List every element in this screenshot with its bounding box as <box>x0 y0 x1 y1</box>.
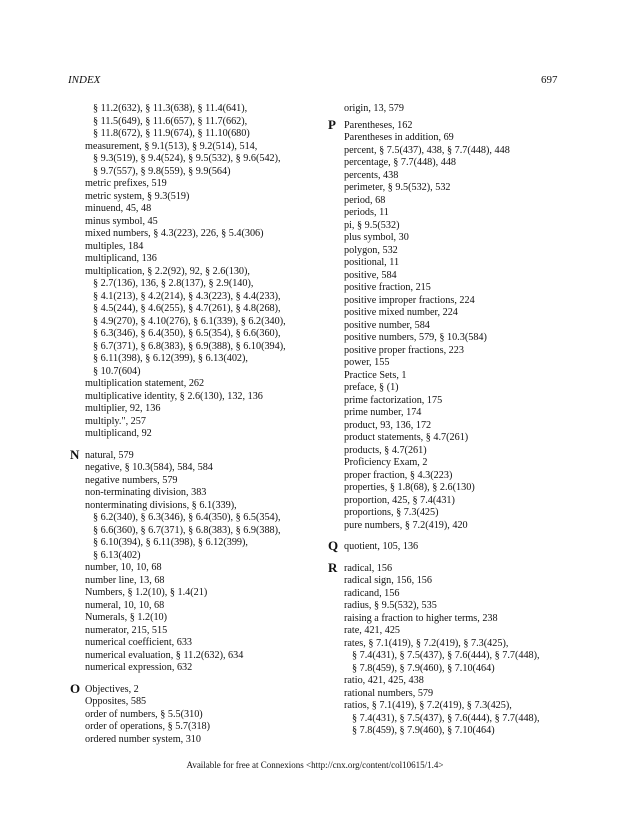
index-entry: power, 155 <box>344 357 390 368</box>
section-letter: P <box>328 116 336 132</box>
index-entry: ordered number system, 310 <box>85 733 201 745</box>
index-entry: minus symbol, 45 <box>85 215 158 227</box>
index-entry: non-terminating division, 383 <box>85 487 207 498</box>
continuation-block <box>72 103 312 141</box>
index-entry: pure numbers, § 7.2(419), 420 <box>344 519 468 531</box>
index-entry: origin, 13, 579 <box>344 103 404 114</box>
index-entry: metric prefixes, 519 <box>85 178 167 189</box>
index-entry: positional, 11 <box>344 257 400 268</box>
index-entry: numerical coefficient, 633 <box>85 637 193 648</box>
index-entry: nonterminating divisions, § 6.1(339), <box>85 499 237 511</box>
index-entry: order of numbers, § 5.5(310) <box>85 708 203 720</box>
index-entry: prime number, 174 <box>344 407 422 418</box>
index-entry: period, 68 <box>344 194 386 206</box>
index-entry: proportion, 425, § 7.4(431) <box>344 494 455 506</box>
index-entry: numeral, 10, 10, 68 <box>85 599 165 611</box>
index-entry: proportions, § 7.3(425) <box>344 507 439 518</box>
index-entry-sub: § 6.13(402) <box>93 549 141 561</box>
index-entry: positive number, 584 <box>344 319 430 331</box>
index-entry: Practice Sets, 1 <box>344 369 407 381</box>
index-entry: numerical evaluation, § 11.2(632), 634 <box>85 649 244 661</box>
index-section-p <box>318 116 568 533</box>
page-number: 697 <box>541 74 558 86</box>
index-entry: properties, § 1.8(68), § 2.6(130) <box>344 482 475 493</box>
index-entry: percent, § 7.5(437), 438, § 7.7(448), 448 <box>344 144 510 156</box>
index-entry: radius, § 9.5(532), 535 <box>344 600 437 611</box>
index-column-right <box>318 103 568 738</box>
index-entry: Proficiency Exam, 2 <box>344 457 428 468</box>
index-entry: measurement, § 9.1(513), § 9.2(514), 514, <box>85 140 258 152</box>
index-entry-sub: § 2.7(136), 136, § 2.8(137), § 2.9(140), <box>93 278 254 289</box>
index-entry: products, § 4.7(261) <box>344 444 427 456</box>
index-entry: preface, § (1) <box>344 382 399 393</box>
index-entry-sub: § 4.9(270), § 4.10(276), § 6.1(339), § 6.2(340), <box>93 315 286 327</box>
index-entry-sub: § 7.4(431), § 7.5(437), § 7.6(444), § 7.7(448), <box>352 712 540 724</box>
index-entry: percentage, § 7.7(448), 448 <box>344 157 457 168</box>
index-entry-sub: § 6.2(340), § 6.3(346), § 6.4(350), § 6.5(354), <box>93 512 281 523</box>
index-entry: quotient, 105, 136 <box>344 541 419 552</box>
index-entry-sub: § 6.7(371), § 6.8(383), § 6.9(388), § 6.10(394), <box>93 340 286 352</box>
index-section-q <box>318 538 568 554</box>
index-entry: Opposites, 585 <box>85 696 147 707</box>
section-letter: O <box>70 680 81 696</box>
index-entry: natural, 579 <box>85 449 134 461</box>
index-entry: radical, 156 <box>344 562 393 574</box>
index-entry: prime factorization, 175 <box>344 394 443 406</box>
index-entry-sub: § 10.7(604) <box>93 365 141 377</box>
index-entry: plus symbol, 30 <box>344 232 409 243</box>
index-entry: multiply.", 257 <box>85 415 146 427</box>
index-entry: Numerals, § 1.2(10) <box>85 612 168 623</box>
index-entry: rate, 421, 425 <box>344 625 401 636</box>
index-entry: number, 10, 10, 68 <box>85 562 162 573</box>
index-entry: multiplier, 92, 136 <box>85 403 161 414</box>
index-entry: Numbers, § 1.2(10), § 1.4(21) <box>85 587 208 598</box>
m-entries <box>72 141 312 441</box>
index-entry-sub: § 9.3(519), § 9.4(524), § 9.5(532), § 9.6(542), <box>93 153 281 164</box>
index-entry: multiplicand, 92 <box>85 428 152 439</box>
index-entry: positive numbers, 579, § 10.3(584) <box>344 332 487 343</box>
index-entry: rational numbers, 579 <box>344 687 434 699</box>
index-entry: positive mixed number, 224 <box>344 307 458 318</box>
index-entry-sub: § 6.11(398), § 6.12(399), § 6.13(402), <box>93 353 248 364</box>
index-entry: negative, § 10.3(584), 584, 584 <box>85 462 213 473</box>
index-entry: percents, 438 <box>344 169 399 181</box>
index-entry: negative numbers, 579 <box>85 474 178 486</box>
index-entry: § 11.2(632), § 11.3(638), § 11.4(641), <box>93 103 248 114</box>
index-section-r <box>318 559 568 738</box>
index-entry: polygon, 532 <box>344 244 398 256</box>
page-footer: Available for free at Connexions <http://cnx.org/content/col10615/1.4> <box>186 760 444 770</box>
index-entry-sub: § 7.4(431), § 7.5(437), § 7.6(444), § 7.7(448), <box>352 650 540 661</box>
index-entry-sub: § 6.6(360), § 6.7(371), § 6.8(383), § 6.9(388), <box>93 524 281 536</box>
index-entry: positive proper fractions, 223 <box>344 344 464 356</box>
index-entry: Parentheses in addition, 69 <box>344 132 454 143</box>
index-entry: ratios, § 7.1(419), § 7.2(419), § 7.3(425), <box>344 700 512 711</box>
section-letter: R <box>328 559 338 575</box>
index-entry: metric system, § 9.3(519) <box>85 190 190 202</box>
index-entry: minuend, 45, 48 <box>85 203 152 214</box>
index-entry: rates, § 7.1(419), § 7.2(419), § 7.3(425), <box>344 637 509 649</box>
index-entry-sub: § 9.7(557), § 9.8(559), § 9.9(564) <box>93 165 231 177</box>
index-entry: multiples, 184 <box>85 240 144 252</box>
index-entry: periods, 11 <box>344 207 389 218</box>
index-entry: raising a fraction to higher terms, 238 <box>344 612 498 624</box>
index-entry: multiplication statement, 262 <box>85 378 205 389</box>
index-entry: positive improper fractions, 224 <box>344 294 475 306</box>
index-entry: radicand, 156 <box>344 587 400 599</box>
running-header-title: INDEX <box>68 74 101 86</box>
index-entry: product statements, § 4.7(261) <box>344 432 469 443</box>
index-entry: multiplicand, 136 <box>85 253 157 264</box>
index-entry: § 11.8(672), § 11.9(674), § 11.10(680) <box>93 128 250 139</box>
index-entry: positive, 584 <box>344 269 397 281</box>
index-entry: radical sign, 156, 156 <box>344 575 432 586</box>
section-letter: N <box>70 446 80 462</box>
index-entry: perimeter, § 9.5(532), 532 <box>344 182 451 193</box>
index-entry: multiplicative identity, § 2.6(130), 132, 136 <box>85 390 263 402</box>
index-entry-sub: § 6.3(346), § 6.4(350), § 6.5(354), § 6.6(360), <box>93 328 281 339</box>
index-entry: numerical expression, 632 <box>85 662 193 673</box>
index-entry: mixed numbers, § 4.3(223), 226, § 5.4(306) <box>85 228 264 239</box>
index-entry-sub: § 6.10(394), § 6.11(398), § 6.12(399), <box>93 537 248 548</box>
index-entry-sub: § 4.1(213), § 4.2(214), § 4.3(223), § 4.4(233), <box>93 290 281 302</box>
index-entry: number line, 13, 68 <box>85 574 165 586</box>
index-entry: product, 93, 136, 172 <box>344 419 432 431</box>
section-letter: Q <box>328 538 339 553</box>
index-entry: Objectives, 2 <box>85 683 139 695</box>
index-entry-sub: § 4.5(244), § 4.6(255), § 4.7(261), § 4.8(268), <box>93 303 281 314</box>
index-entry: § 11.5(649), § 11.6(657), § 11.7(662), <box>93 115 248 127</box>
index-entry: Parentheses, 162 <box>344 119 413 131</box>
index-entry-sub: § 7.8(459), § 7.9(460), § 7.10(464) <box>352 662 495 674</box>
index-entry: proper fraction, § 4.3(223) <box>344 469 453 481</box>
index-entry: order of operations, § 5.7(318) <box>85 721 211 732</box>
index-section-o <box>70 680 312 747</box>
index-section-n <box>70 446 312 675</box>
index-column-left <box>72 103 312 746</box>
index-entry: multiplication, § 2.2(92), 92, § 2.6(130), <box>85 265 250 277</box>
index-entry: numerator, 215, 515 <box>85 624 168 636</box>
index-entry: ratio, 421, 425, 438 <box>344 675 424 686</box>
index-entry: pi, § 9.5(532) <box>344 219 400 231</box>
index-entry: positive fraction, 215 <box>344 282 431 293</box>
index-entry-sub: § 7.8(459), § 7.9(460), § 7.10(464) <box>352 725 495 736</box>
